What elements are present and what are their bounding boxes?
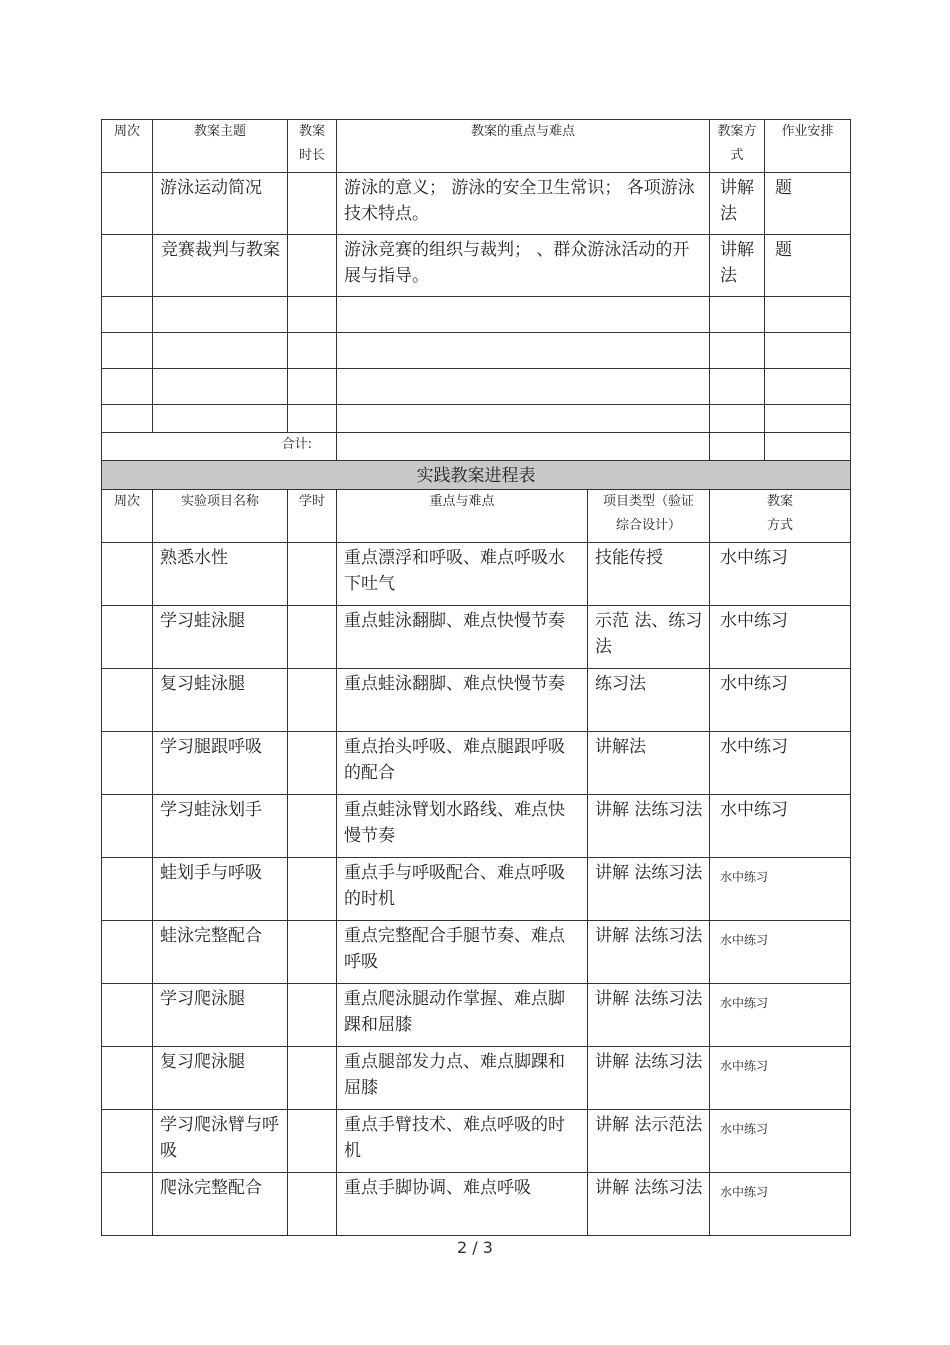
- type-cell: 技能传授: [595, 548, 663, 568]
- header-method: 教案方 式: [710, 120, 765, 173]
- type-cell: 讲解 法练习法: [595, 989, 703, 1009]
- hours-cell: [288, 921, 337, 984]
- table-row: [102, 732, 851, 795]
- focus-cell: 游泳竞赛的组织与裁判； 、群众游泳活动的开展与指导。: [344, 240, 690, 286]
- focus-cell: 重点腿部发力点、难点脚踝和屈膝: [344, 1052, 565, 1098]
- week-cell: [102, 1173, 153, 1236]
- duration-cell: [288, 235, 337, 297]
- hours-cell: [288, 984, 337, 1047]
- practice-title-row: [102, 461, 851, 490]
- experiment-name-cell: 爬泳完整配合: [160, 1178, 262, 1198]
- type-cell: 讲解 法练习法: [595, 1052, 703, 1072]
- type-cell: 讲解法: [595, 737, 646, 757]
- method-cell: 水中练习: [720, 800, 788, 820]
- duration-cell: [288, 173, 337, 235]
- hours-cell: [288, 606, 337, 669]
- homework-cell: 题: [775, 178, 792, 198]
- header-duration: 教案 时长: [288, 120, 337, 173]
- table-row: [102, 921, 851, 984]
- experiment-name-cell: 蛙划手与呼吸: [160, 863, 262, 883]
- focus-cell: 重点漂浮和呼吸、难点呼吸水下吐气: [344, 548, 565, 594]
- hours-cell: [288, 1173, 337, 1236]
- table-row: [102, 984, 851, 1047]
- type-cell: 讲解 法练习法: [595, 926, 703, 946]
- header-homework: 作业安排: [765, 120, 851, 173]
- week-cell: [102, 984, 153, 1047]
- header-name: 实验项目名称: [153, 490, 288, 543]
- table-row: [102, 1047, 851, 1110]
- total-row: [102, 433, 851, 461]
- empty-row: [102, 333, 851, 369]
- empty-row: [102, 405, 851, 433]
- practice-title: 实践教案进程表: [102, 461, 851, 490]
- header-type: 项目类型（验证 综合设计）: [588, 490, 710, 543]
- hours-cell: [288, 669, 337, 732]
- type-cell: 讲解 法示范法: [595, 1115, 703, 1135]
- method-cell: 水中练习: [720, 737, 788, 757]
- type-cell: 练习法: [595, 674, 646, 694]
- focus-cell: 重点手臂技术、难点呼吸的时机: [344, 1115, 565, 1161]
- type-cell: 示范 法、练习法: [595, 611, 703, 657]
- focus-cell: 重点完整配合手腿节奏、难点呼吸: [344, 926, 565, 972]
- table-row: [102, 606, 851, 669]
- type-cell: 讲解 法练习法: [595, 800, 703, 820]
- focus-cell: 重点手脚协调、难点呼吸: [344, 1178, 531, 1198]
- method-cell: 讲解法: [720, 240, 754, 286]
- hours-cell: [288, 858, 337, 921]
- experiment-name-cell: 复习蛙泳腿: [160, 674, 245, 694]
- table-header-row: [102, 120, 851, 173]
- table-row: [102, 669, 851, 732]
- experiment-name-cell: 复习爬泳腿: [160, 1052, 245, 1072]
- table-row: [102, 1110, 851, 1173]
- method-cell: 水中练习: [720, 611, 788, 631]
- table-row: [102, 235, 851, 297]
- topic-cell: 竞赛裁判与教案: [161, 240, 280, 260]
- table-row: [102, 858, 851, 921]
- experiment-name-cell: 学习爬泳臂与呼吸: [160, 1115, 279, 1161]
- homework-cell: 题: [775, 240, 792, 260]
- method-cell: 水中练习: [720, 933, 769, 947]
- total-label: 合计:: [281, 437, 312, 452]
- method-cell: 水中练习: [720, 548, 788, 568]
- experiment-name-cell: 熟悉水性: [160, 548, 228, 568]
- experiment-name-cell: 学习爬泳腿: [160, 989, 245, 1009]
- focus-cell: 重点抬头呼吸、难点腿跟呼吸的配合: [344, 737, 565, 783]
- method-cell: 讲解法: [720, 178, 754, 224]
- table-row: [102, 543, 851, 606]
- week-cell: [102, 1047, 153, 1110]
- topic-cell: 游泳运动简况: [160, 178, 262, 198]
- table-header-row: [102, 490, 851, 543]
- method-cell: 水中练习: [720, 996, 769, 1010]
- week-cell: [102, 1110, 153, 1173]
- week-cell: [102, 235, 153, 297]
- empty-row: [102, 369, 851, 405]
- header-topic: 教案主题: [153, 120, 288, 173]
- method-cell: 水中练习: [720, 1059, 769, 1073]
- method-cell: 水中练习: [720, 1185, 769, 1199]
- week-cell: [102, 858, 153, 921]
- experiment-name-cell: 学习腿跟呼吸: [160, 737, 262, 757]
- week-cell: [102, 795, 153, 858]
- header-focus: 教案的重点与难点: [337, 120, 710, 173]
- week-cell: [102, 543, 153, 606]
- week-cell: [102, 732, 153, 795]
- practice-schedule-table: [101, 460, 851, 1236]
- header-week: 周次: [102, 490, 153, 543]
- experiment-name-cell: 学习蛙泳腿: [160, 611, 245, 631]
- hours-cell: [288, 1110, 337, 1173]
- table-row: [102, 173, 851, 235]
- experiment-name-cell: 学习蛙泳划手: [160, 800, 262, 820]
- empty-row: [102, 297, 851, 333]
- focus-cell: 重点蛙泳臂划水路线、难点快慢节奏: [344, 800, 565, 846]
- experiment-name-cell: 蛙泳完整配合: [160, 926, 262, 946]
- hours-cell: [288, 795, 337, 858]
- week-cell: [102, 173, 153, 235]
- header-focus: 重点与难点: [337, 490, 588, 543]
- header-week: 周次: [102, 120, 153, 173]
- header-method: 教案 方式: [710, 490, 851, 543]
- focus-cell: 重点蛙泳翻脚、难点快慢节奏: [344, 611, 565, 631]
- theory-schedule-table: [101, 119, 851, 461]
- focus-cell: 重点手与呼吸配合、难点呼吸的时机: [344, 863, 565, 909]
- header-hours: 学时: [288, 490, 337, 543]
- type-cell: 讲解 法练习法: [595, 863, 703, 883]
- hours-cell: [288, 543, 337, 606]
- hours-cell: [288, 1047, 337, 1110]
- hours-cell: [288, 732, 337, 795]
- week-cell: [102, 669, 153, 732]
- focus-cell: 游泳的意义； 游泳的安全卫生常识； 各项游泳技术特点。: [344, 178, 695, 224]
- method-cell: 水中练习: [720, 1122, 769, 1136]
- week-cell: [102, 921, 153, 984]
- method-cell: 水中练习: [720, 674, 788, 694]
- page-number: 2 / 3: [457, 1238, 493, 1257]
- week-cell: [102, 606, 153, 669]
- focus-cell: 重点爬泳腿动作掌握、难点脚踝和屈膝: [344, 989, 565, 1035]
- type-cell: 讲解 法练习法: [595, 1178, 703, 1198]
- method-cell: 水中练习: [720, 870, 769, 884]
- focus-cell: 重点蛙泳翻脚、难点快慢节奏: [344, 674, 565, 694]
- table-row: [102, 795, 851, 858]
- practice-body: [102, 543, 851, 1236]
- table-row: [102, 1173, 851, 1236]
